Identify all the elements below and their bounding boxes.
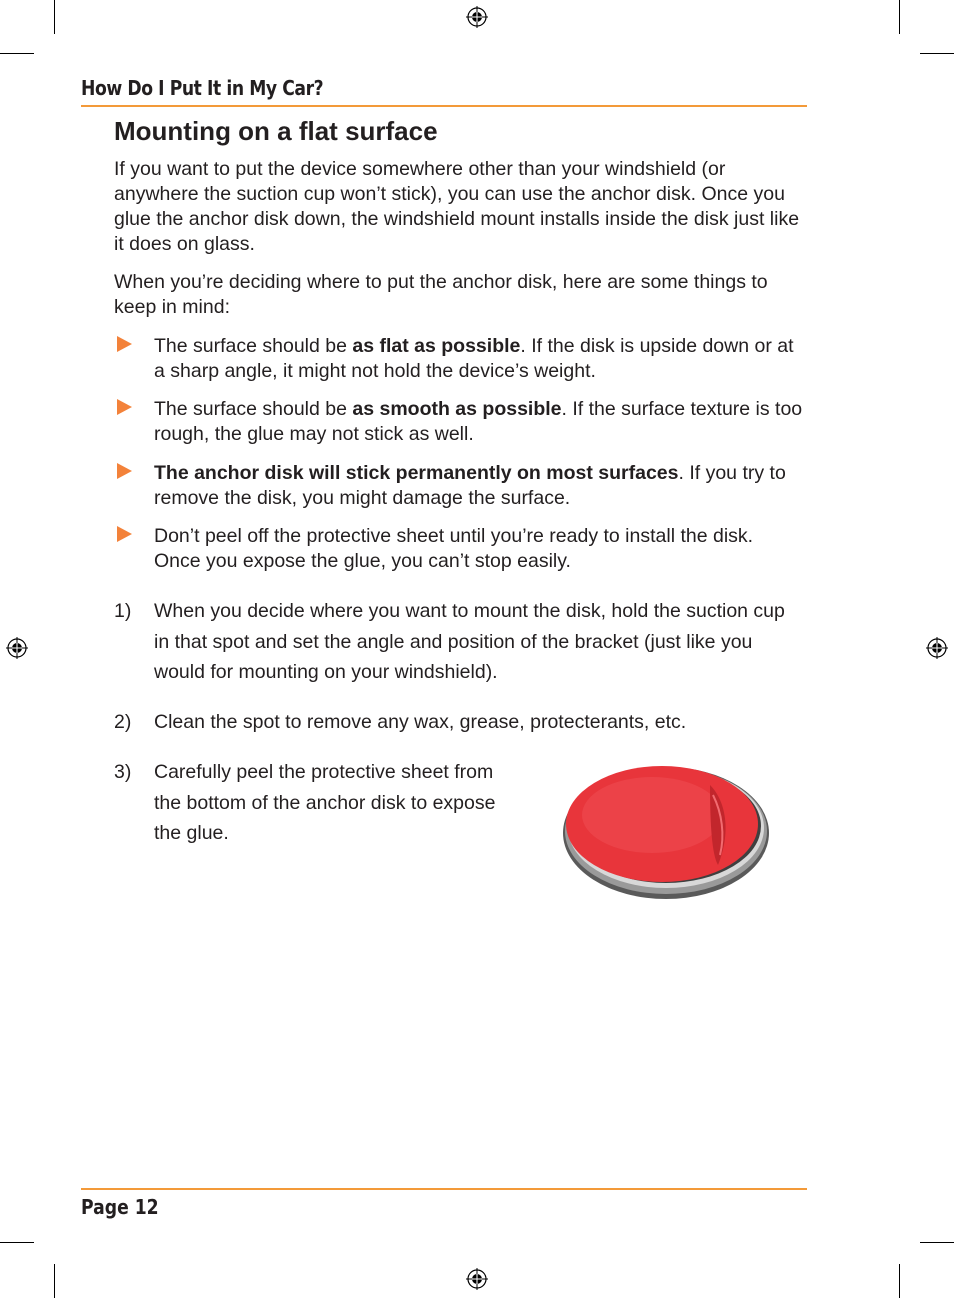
page-title: Mounting on a flat surface [114, 116, 438, 146]
page-number: Page 12 [81, 1195, 159, 1219]
footer-rule [81, 1188, 807, 1190]
arrow-right-icon [117, 526, 132, 542]
arrow-right-icon [117, 463, 132, 479]
anchor-disk-image [560, 755, 772, 905]
crop-mark [920, 53, 954, 54]
crop-mark [920, 1242, 954, 1243]
step-text: When you decide where you want to mount the disk, hold the suction cup in that spot and set the angle and position of the bracket (just like you would for mounting on your windshield). [154, 600, 785, 683]
arrow-right-icon [117, 336, 132, 352]
step-text: Carefully peel the protective sheet from the bottom of the anchor disk to expose the glue. [154, 761, 496, 844]
step-text: Clean the spot to remove any wax, grease, protecterants, etc. [154, 711, 687, 733]
crop-mark [54, 0, 55, 34]
bullet-text: Don’t peel off the protective sheet until you’re ready to install the disk. Once you expose the glue, you can’t stop easily. [154, 525, 754, 572]
lead-in-paragraph: When you’re deciding where to put the anchor disk, here are some things to keep in mind: [114, 271, 768, 318]
arrow-right-icon [117, 399, 132, 415]
crop-mark [899, 1264, 900, 1298]
bullet-text: The surface should be as smooth as possible. If the surface texture is too rough, the glue may not stick as well. [154, 398, 803, 445]
crop-mark [54, 1264, 55, 1298]
crop-mark [0, 1242, 34, 1243]
bullet-text: The surface should be as flat as possible. If the disk is upside down or at a sharp angle, it might not hold the device’s weight. [154, 335, 794, 382]
registration-mark-icon [6, 637, 28, 659]
registration-mark-icon [926, 637, 948, 659]
section-header: How Do I Put It in My Car? [81, 76, 324, 100]
registration-mark-icon [466, 6, 488, 28]
step-number: 1) [114, 600, 132, 622]
intro-paragraph: If you want to put the device somewhere other than your windshield (or anywhere the suction cup won’t stick), you can use the anchor disk. Once you glue the anchor disk down, the windshield mount installs inside the disk just like it does on glass. [114, 158, 800, 255]
crop-mark [0, 53, 34, 54]
header-rule [81, 105, 807, 107]
step-number: 2) [114, 711, 132, 733]
step-number: 3) [114, 761, 132, 783]
crop-mark [899, 0, 900, 34]
registration-mark-icon [466, 1268, 488, 1290]
bullet-text: The anchor disk will stick permanently on most surfaces. If you try to remove the disk, you might damage the surface. [154, 462, 786, 509]
